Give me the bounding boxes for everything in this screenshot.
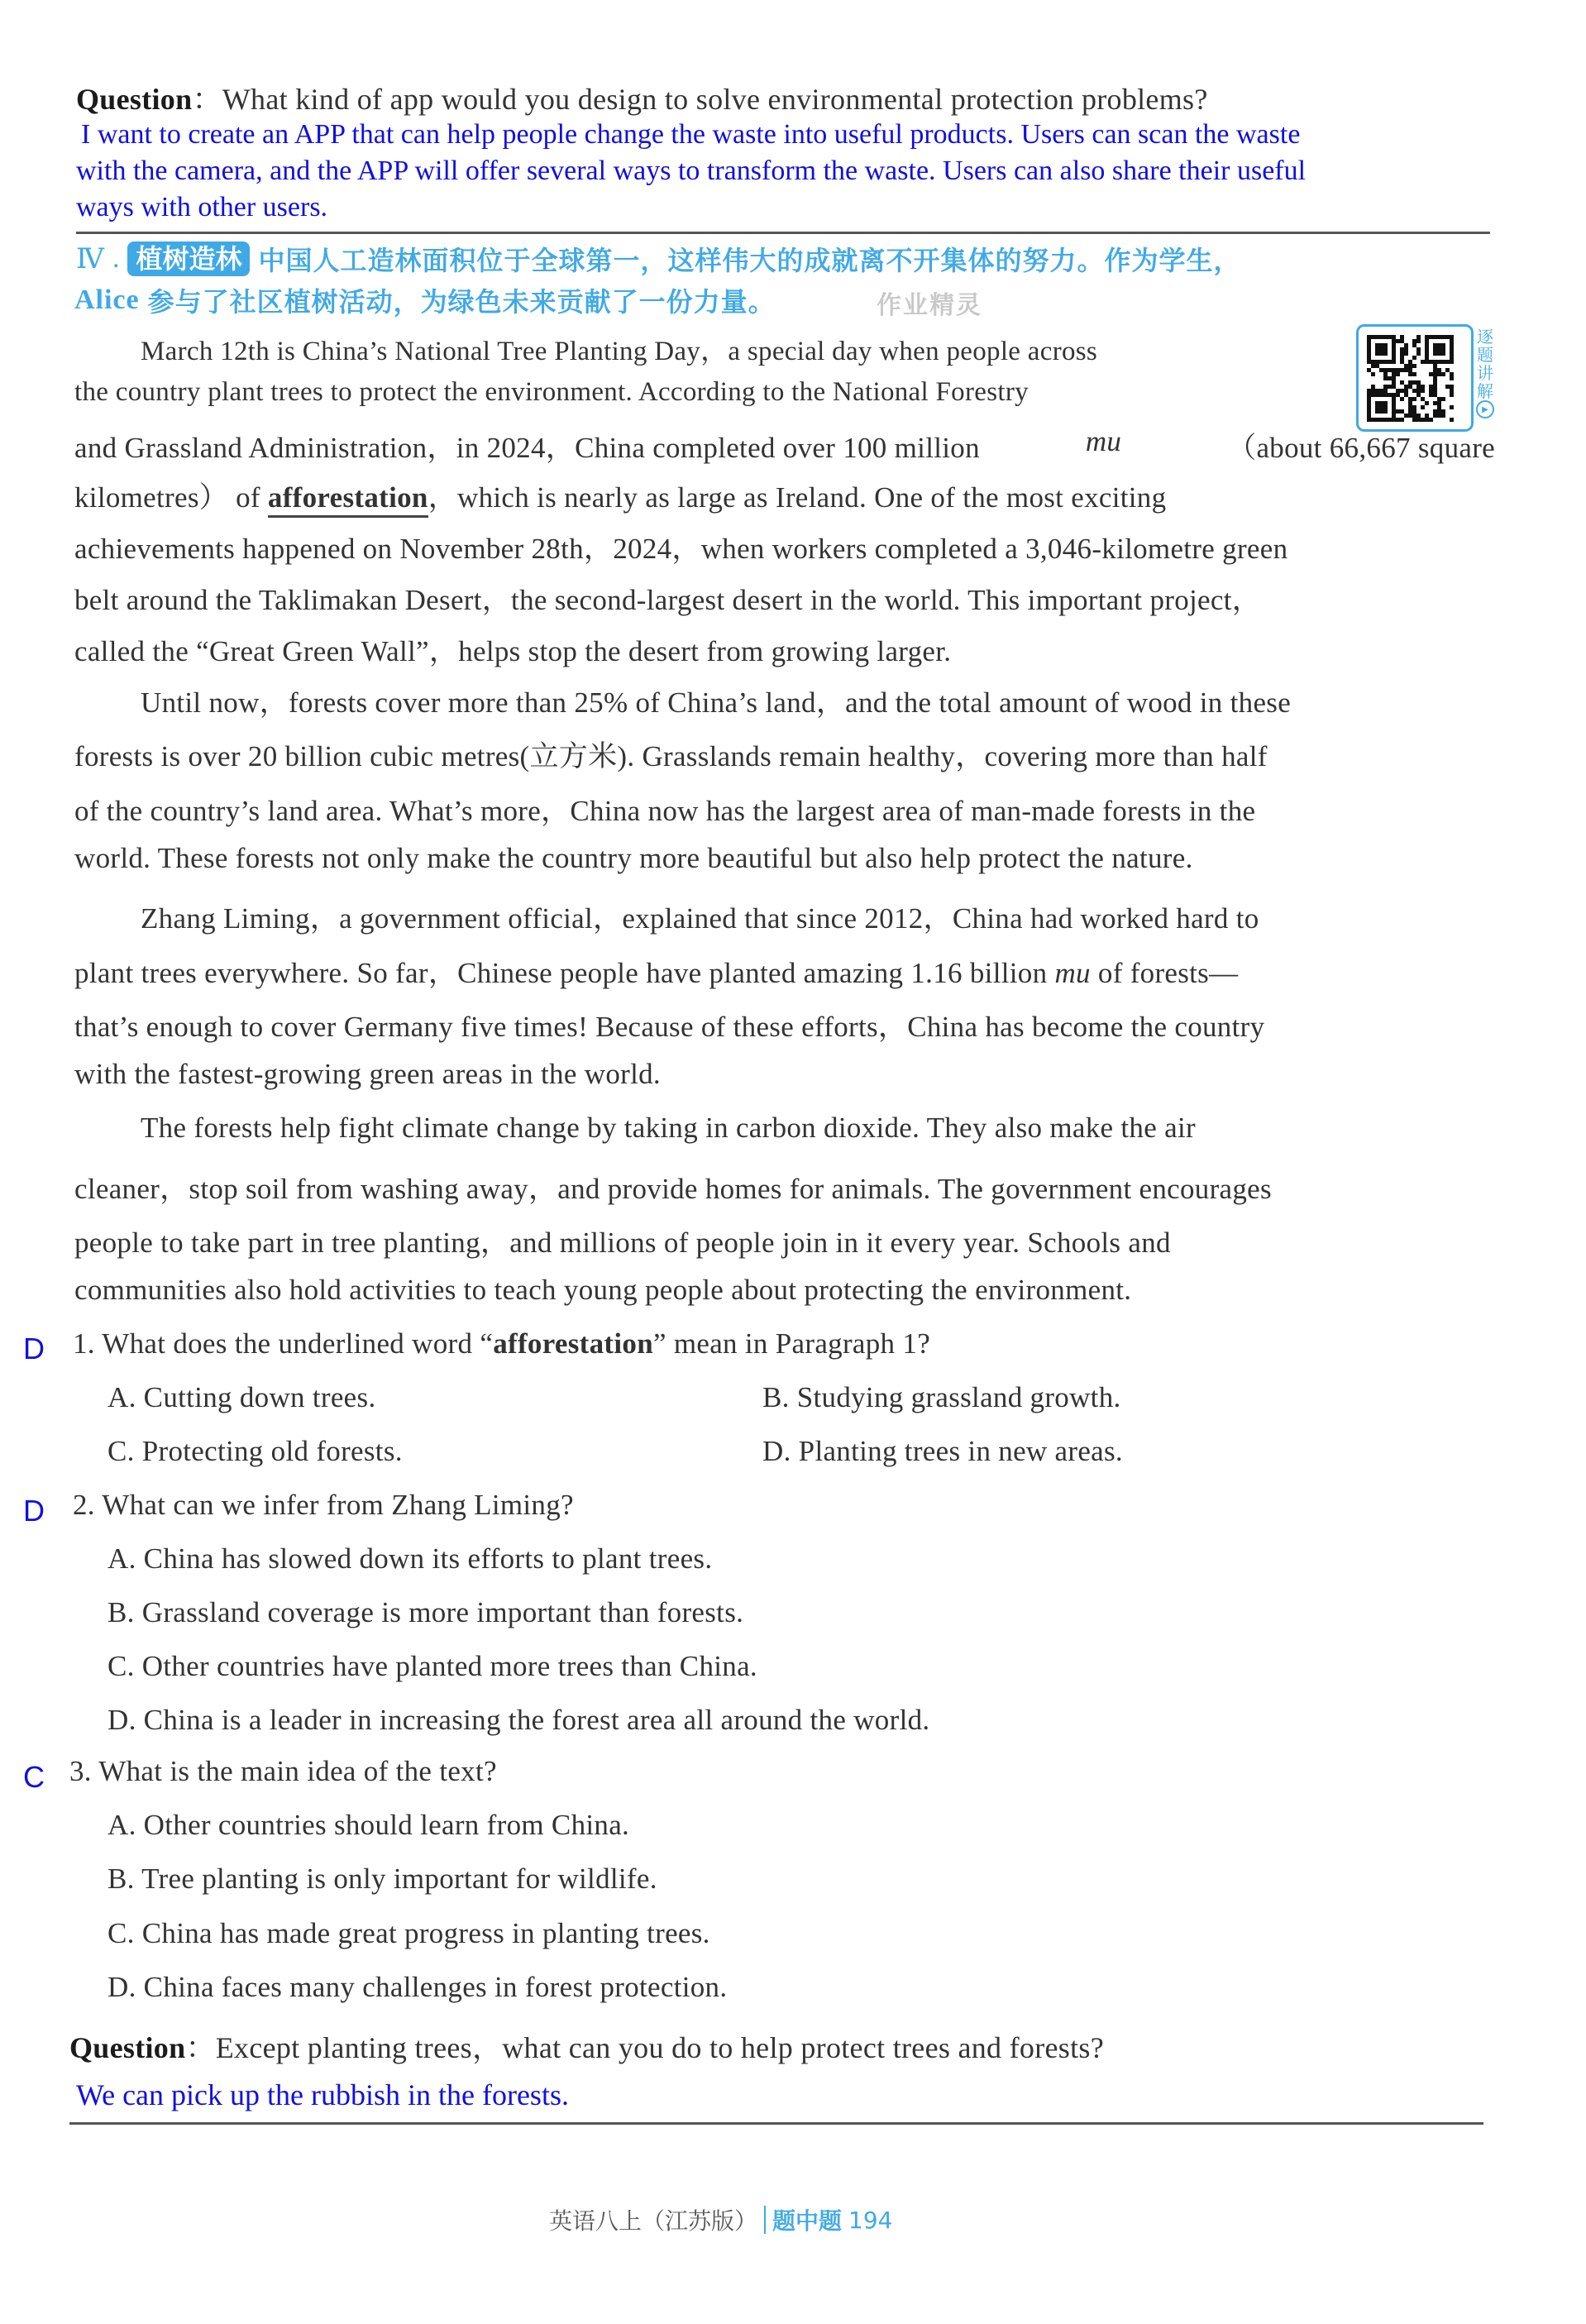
p1-line-3-end: （about 66,667 square [1227,432,1495,464]
p1-line-4-start: kilometres） of [74,481,260,514]
section-badge: 植树造林 [127,241,250,276]
q2-option-d[interactable]: D. China is a leader in increasing the forest area all around the world. [107,1704,930,1736]
section-intro-line-1: 中国人工造林面积位于全球第一，这样伟大的成就离不开集体的努力。作为学生， [258,245,1241,276]
question-label: Question [69,2031,186,2064]
p1-line-7: called the “Great Green Wall”，helps stop the desert from growing larger. [74,635,952,667]
p3-line-2 [74,950,1238,992]
q2-option-a[interactable]: A. China has slowed down its efforts to plant trees. [107,1542,713,1575]
p3-line-3: that’s enough to cover Germany five times! Because of these efforts，China has become the country [74,1011,1265,1043]
stem-start: What does the underlined word “ [102,1327,494,1360]
q3-option-c[interactable]: C. China has made great progress in planting trees. [107,1917,710,1949]
answer-rule [69,2122,1483,2125]
footer-series: 题中题 [772,2207,843,2235]
qr-label-char: 逐 [1477,327,1493,347]
q1-option-d[interactable]: D. Planting trees in new areas. [762,1435,1123,1467]
p2-line-2: forests is over 20 billion cubic metres(立方米). Grasslands remain healthy，covering more than half [74,740,1268,772]
qr-side-label[interactable] [1475,328,1495,418]
question-1-stem [73,1327,930,1360]
p3-line-4: with the fastest-growing green areas in the world. [74,1058,661,1090]
question-text: Except planting trees，what can you do to help protect trees and forests? [215,2031,1104,2064]
question-number: 3. [69,1755,92,1787]
section-header [76,240,1241,278]
p2-line-4: world. These forests not only make the country more beautiful but also help protect the nature. [74,842,1193,874]
section-numeral: Ⅳ [76,244,104,275]
p1-line-5: achievements happened on November 28th，2024，when workers completed a 3,046-kilometre green [74,533,1288,565]
underlined-keyword: afforestation [268,481,428,518]
stem-text: What is the main idea of the text? [98,1755,497,1787]
p1-line-6: belt around the Taklimakan Desert，the second-largest desert in the world. This important project， [74,584,1262,616]
q2-option-b[interactable]: B. Grassland coverage is more important than forests. [107,1596,744,1628]
p1-line-2: the country plant trees to protect the environment. According to the National Forestry [74,377,1029,407]
p1-line-3-start: and Grassland Administration，in 2024，China completed over 100 million [74,432,980,464]
p4-line-3: people to take part in tree planting，and millions of people join in it every year. Schools and [74,1227,1171,1259]
play-icon[interactable]: ▶ [1476,400,1494,418]
p2-line-1: Until now，forests cover more than 25% of China’s land，and the total amount of wood in these [141,686,1292,719]
q1-option-c[interactable]: C. Protecting old forests. [107,1435,403,1467]
answer-rule [76,232,1490,234]
p1-line-3 [74,425,1495,466]
p4-line-1: The forests help fight climate change by taking in carbon dioxide. They also make the air [141,1112,1196,1144]
q1-option-b[interactable]: B. Studying grassland growth. [762,1381,1121,1413]
q3-option-d[interactable]: D. China faces many challenges in forest protection. [107,1971,728,2003]
section-intro-line-2: 参与了社区植树活动，为绿色未来贡献了一份力量。 [147,286,776,318]
stem-text: What can we infer from Zhang Liming? [102,1489,574,1521]
top-question [76,76,1208,118]
watermark: 作业精灵 [877,291,982,320]
qr-module [1450,418,1454,422]
answer-letter-q2: D [23,1494,45,1528]
p1-line-1: March 12th is China’s National Tree Planting Day，a special day when people across [141,337,1098,366]
p4-line-2: cleaner，stop soil from washing away，and provide homes for animals. The government encourages [74,1173,1272,1205]
q1-option-a[interactable]: A. Cutting down trees. [107,1381,376,1413]
p3-line-2-end: of forests— [1097,957,1239,989]
qr-code-box[interactable] [1356,324,1474,432]
p1-line-4-end: ，which is nearly as large as Ireland. One of the most exciting [428,481,1167,514]
question-number: 2. [73,1489,95,1521]
mu-unit: mu [1054,957,1091,989]
section-intro-name: Alice [74,285,140,315]
q3-option-a[interactable]: A. Other countries should learn from China. [107,1809,630,1841]
question-3-stem [69,1755,497,1788]
stem-end: ” mean in Paragraph 1? [652,1327,931,1360]
qr-label-char: 讲 [1477,363,1493,383]
answer-letter-q3: C [23,1760,45,1794]
mu-unit: mu [1085,425,1122,457]
qr-code-icon[interactable] [1367,335,1454,422]
qr-label-char: 解 [1477,381,1493,401]
bottom-answer[interactable]: We can pick up the rubbish in the forests. [76,2078,569,2111]
question-2-stem [73,1489,574,1522]
section-intro-2 [74,281,776,319]
page-number: 194 [848,2206,893,2234]
p3-line-2-start: plant trees everywhere. So far，Chinese people have planted amazing 1.16 billion [74,957,1048,989]
question-label: Question [76,83,193,116]
top-answer-line-1: I want to create an APP that can help people change the waste into useful products. Users can scan the waste [81,119,1301,150]
p4-line-4: communities also hold activities to teach young people about protecting the environment. [74,1274,1132,1306]
stem-keyword: afforestation [493,1327,653,1360]
page-footer [549,2203,892,2236]
p2-line-3: of the country’s land area. What’s more，China now has the largest area of man-made forests in the [74,795,1256,827]
bottom-question [69,2025,1104,2067]
question-text: What kind of app would you design to solve environmental protection problems? [222,83,1208,116]
footer-book-title: 英语八上（江苏版） [549,2207,758,2235]
section-dot: . [112,243,120,274]
top-answer-line-2: with the camera, and the APP will offer several ways to transform the waste. Users can also share their useful [76,155,1307,186]
p3-line-1: Zhang Liming，a government official，explained that since 2012，China had worked hard to [141,902,1259,935]
question-separator: ： [185,2031,216,2064]
question-number: 1. [73,1327,95,1360]
top-answer-line-3: ways with other users. [76,192,328,222]
question-separator: ： [192,83,222,116]
qr-label-char: 题 [1477,345,1493,365]
p1-line-4 [74,475,1166,516]
q2-option-c[interactable]: C. Other countries have planted more trees than China. [107,1650,757,1682]
q3-option-b[interactable]: B. Tree planting is only important for wildlife. [107,1863,657,1895]
answer-letter-q1: D [23,1332,45,1365]
footer-separator [764,2206,766,2234]
